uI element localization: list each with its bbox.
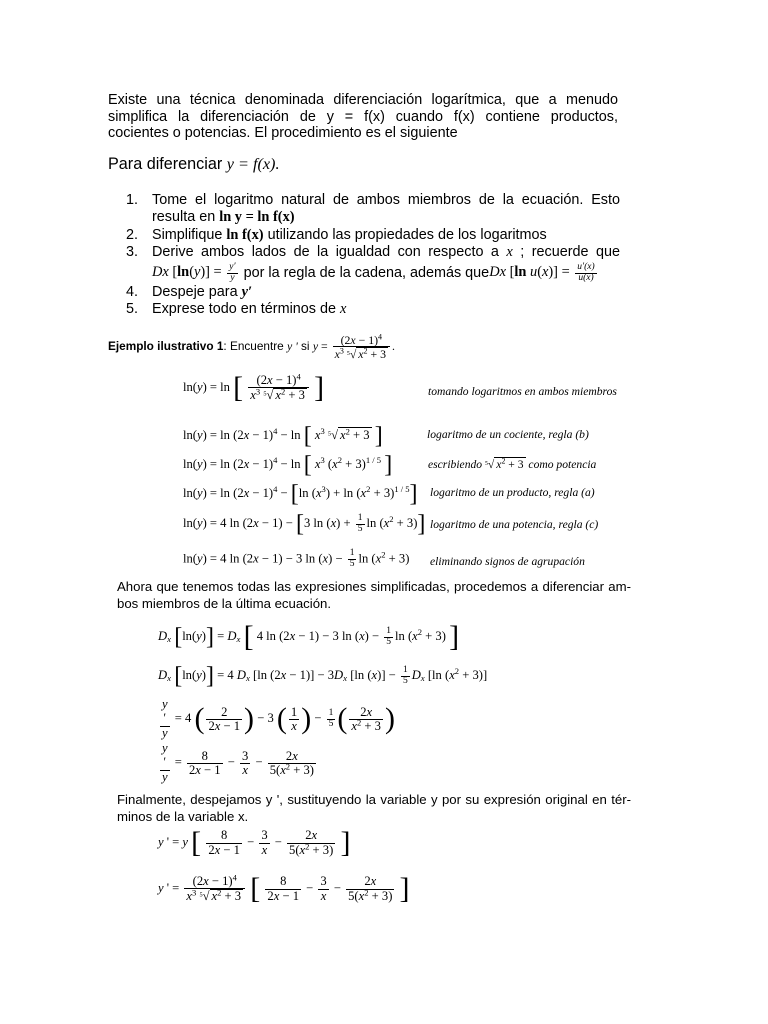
step-number: 2. [126, 226, 139, 243]
fraction: $\frac{1}{5}$ [357, 512, 363, 534]
finalmente-line-2: minos de la variable x. [117, 809, 249, 824]
ejemplo-label: Ejemplo ilustrativo 1 [108, 339, 224, 354]
note-3-post: como potencia [528, 458, 597, 471]
step-3-var: x [506, 244, 513, 261]
fraction: $\frac{3}{x}$ [242, 748, 249, 777]
ahora-line-2: bos miembros de la última ecuación. [117, 596, 332, 611]
ejemplo-rest: : Encuentre [223, 339, 284, 354]
fraction: $\frac{8}{2x - 1}$ [189, 748, 221, 777]
fraction: $\frac{8}{2x - 1}$ [208, 828, 240, 857]
fraction: $\frac{1}{x}$ [290, 704, 298, 733]
steps-list [126, 192, 620, 318]
step-3-formula-dx-ln-u: Dx [ln u(x)] = $\frac{u'(x)}{u(x)}$ [489, 261, 595, 283]
step-1-row-1: Tome el logaritmo natural de ambos miembros de la ecuación. Esto [152, 192, 620, 208]
fraction: $\frac{(2x - 1)^4}{x^3 ^5√ x^2 + 3}$ [248, 374, 309, 402]
ejemplo-var: y ' [287, 339, 298, 354]
step-3-row-1-pre: Derive ambos lados de la igualdad con respecto a [152, 244, 499, 261]
fraction: $\frac{8}{2x - 1}$ [267, 874, 300, 903]
finalmente-line-1: Finalmente, despejamos y ', sustituyendo la variable y por su expresión original en tér- [117, 792, 631, 807]
fraction: y ′ y [162, 697, 168, 741]
para-diferenciar-formula: y = f(x). [226, 155, 280, 173]
fraction: $\frac{y'}{y}$ [229, 261, 236, 283]
step-5-text: Exprese todo en términos de [152, 300, 336, 317]
step-2-pre: Simplifique [152, 226, 223, 243]
step-2-post: utilizando las propiedades de los logaritmos [267, 226, 547, 243]
ahora-line-1: Ahora que tenemos todas las expresiones simplificadas, procedemos a diferenciar am- [117, 579, 631, 594]
ejemplo-formula: y = $\frac{(2x - 1)^4}{x^3 ^5√ x^2 + 3}$ . [312, 332, 395, 362]
step-3-row-1-post: ; recuerde que [520, 244, 621, 261]
finalmente-paragraph [117, 791, 631, 825]
step-2-row [152, 227, 620, 244]
note-4: logaritmo de un producto, regla (a) [430, 486, 595, 499]
step-2 [126, 227, 620, 244]
step-4-row [152, 284, 620, 301]
fraction: $\frac{3}{x}$ [320, 874, 327, 903]
fraction: $\frac{1}{5}$ [328, 707, 334, 729]
derivative-4: y ′ y = $\frac{8}{2x - 1}$ − $\frac{3}{x}$ − $\frac{2x}{5(x^2 + 3)}$ [162, 741, 314, 785]
step-number: 4. [126, 283, 139, 300]
step-1-row-2 [152, 209, 620, 226]
equation-4: $\ln(y) = \ln (2x - 1)^4 - [\ln$ $(x^3) + \ln (x^2 + 3)^{1 / 5}$] [183, 481, 418, 507]
step-number: 1. [126, 192, 139, 208]
fraction: y ′ y [162, 741, 168, 785]
note-3-pre: escribiendo [428, 458, 483, 471]
equation-1: ln(y) = ln [ $\frac{(2x - 1)^4}{x^3 ^5√ x^2 + 3}$ ] [183, 371, 325, 404]
fraction: $\frac{2x}{5(x^2 + 3)}$ [269, 748, 314, 777]
step-3-mid-text: por la regla de la cadena, además que [243, 264, 490, 281]
step-4 [126, 284, 620, 301]
note-5: logaritmo de una potencia, regla (c) [430, 518, 599, 531]
final-equation-2: y ' = $\frac{(2x - 1)^4}{x^3 ^5√ x^2 + 3}$ [ $\frac{8}{2x - 1}$ − $\frac{3}{x}$ − $\frac{2x}{5(x^2 + 3)}$ ] [158, 872, 410, 905]
equation-3: $\ln(y) = \ln (2x - 1)^4 - \ln$ [ $x^3$ $(x^2 + 3)^{1 / 5}$ ] [183, 452, 393, 478]
step-2-formula: ln f(x) [226, 226, 264, 243]
para-diferenciar-text: Para diferenciar [108, 155, 223, 173]
step-3 [126, 244, 620, 283]
fraction: $\frac{(2x - 1)^4}{x^3 ^5√ x^2 + 3}$ [333, 334, 390, 361]
step-1 [126, 192, 620, 227]
step-1-row-2-text: resulta en [152, 209, 216, 226]
fraction: $\frac{1}{5}$ [402, 664, 408, 686]
step-3-row-2 [152, 263, 620, 284]
intro-line-2: simplifica la diferenciación de y = f(x) cuando f(x) contiene productos, [108, 108, 618, 125]
note-3 [428, 457, 596, 471]
step-5-row [152, 301, 620, 318]
step-4-text: Despeje para [152, 283, 238, 300]
derivative-2: $D_x$ [ln(y)] = 4 $D_x$ [ln $(2x - 1)] - 3D_x$ [ln (x)] − $\frac{1}{5}$ $D_x$ [ln $(x^2 + 3)$] [158, 663, 488, 689]
intro-paragraph [108, 92, 618, 142]
intro-line-3: cocientes o potencias. El procedimiento es el siguiente [108, 125, 458, 142]
step-number: 5. [126, 300, 139, 317]
step-4-var: y′ [241, 283, 253, 300]
note-2: logaritmo de un cociente, regla (b) [427, 428, 589, 441]
fraction: $\frac{u'(x)}{u(x)}$ [577, 261, 595, 283]
step-3-formula-dx-ln-y: Dx [ln(y)] = $\frac{y'}{y}$ [152, 261, 236, 283]
note-1: tomando logaritmos en ambos miembros [428, 385, 617, 398]
note-6: eliminando signos de agrupación [430, 555, 585, 568]
step-3-row-1 [152, 244, 620, 261]
fraction: $\frac{1}{5}$ [349, 548, 355, 569]
intro-line-1: Existe una técnica denominada diferenciación logarítmica, que a menudo [108, 92, 618, 108]
fraction: $\frac{2x}{5(x^2 + 3)}$ [289, 828, 334, 857]
ejemplo-si: si [301, 339, 310, 354]
para-diferenciar [108, 155, 280, 174]
fraction: $\frac{3}{x}$ [261, 828, 268, 857]
fraction: $\frac{2x}{x^2 + 3}$ [351, 704, 381, 733]
fraction: $\frac{1}{5}$ [386, 625, 392, 647]
equation-6: ln(y) = 4 ln (2x − 1) − 3 ln (x) − $\frac{1}{5}$ $\ln (x^2 + 3)$ [183, 548, 410, 569]
derivative-1: $D_x$ $[\ln(y)] = D_x$ [ 4 ln (2x − 1) − 3 ln (x) − $\frac{1}{5}$ $\ln (x^2 + 3)$ ] [158, 620, 460, 653]
equation-5: ln(y) = 4 ln (2x − 1) − [3 ln (x) + $\frac{1}{5}$ $\ln (x^2 + 3)$] [183, 511, 426, 537]
fraction: $\frac{2}{2x - 1}$ [208, 704, 241, 733]
step-number: 3. [126, 244, 139, 261]
note-3-formula: $^5$√ $x^2 + 3$ [485, 456, 524, 471]
final-equation-1: y ' = y [ $\frac{8}{2x - 1}$ − $\frac{3}{x}$ − $\frac{2x}{5(x^2 + 3)}$ ] [158, 826, 351, 859]
step-5 [126, 301, 620, 318]
fraction: $\frac{(2x - 1)^4}{x^3 ^5√ x^2 + 3}$ [184, 875, 245, 903]
step-1-formula: ln y = ln f(x) [219, 209, 295, 226]
ejemplo-heading [108, 334, 395, 361]
fraction: $\frac{2x}{5(x^2 + 3)}$ [348, 874, 393, 903]
equation-2: $\ln(y) = \ln (2x - 1)^4 - \ln$ [ $x^3$ $^5$√ $x^2 + 3$ ] [183, 423, 383, 449]
derivative-3: y ′ y = 4 ( $\frac{2}{2x - 1}$ ) − 3 ( $\frac{1}{x}$ ) − $\frac{1}{5}$ ( $\frac{2x}{x^2 + 3}$ ) [162, 697, 395, 741]
step-5-var: x [340, 300, 347, 317]
ahora-paragraph [117, 578, 631, 612]
